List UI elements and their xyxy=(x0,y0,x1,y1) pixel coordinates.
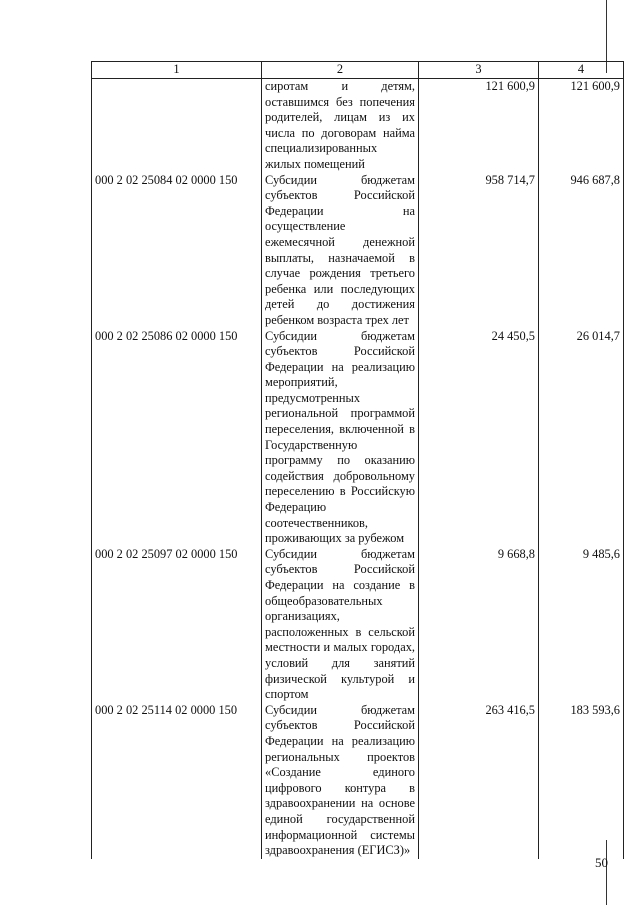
budget-description: Субсидии бюджетам субъектов Российской Федерации на реализацию мероприятий, предусмотренных региональной программой переселения, включенной в Государственную программу по оказанию содействия добровольному переселению в Российскую Федерацию соотечественников, проживающих за рубежом xyxy=(262,329,419,547)
header-col-4: 4 xyxy=(539,62,624,79)
amount-col-4: 183 593,6 xyxy=(539,703,624,859)
amount-col-4: 26 014,7 xyxy=(539,329,624,547)
budget-code: 000 2 02 25097 02 0000 150 xyxy=(92,547,262,703)
budget-code: 000 2 02 25084 02 0000 150 xyxy=(92,173,262,329)
table-row xyxy=(92,329,624,547)
budget-code: 000 2 02 25086 02 0000 150 xyxy=(92,329,262,547)
amount-col-3: 9 668,8 xyxy=(419,547,539,703)
amount-col-4: 9 485,6 xyxy=(539,547,624,703)
table-row xyxy=(92,173,624,329)
table-row xyxy=(92,547,624,703)
header-col-2: 2 xyxy=(262,62,419,79)
page-number: 50 xyxy=(595,855,608,870)
amount-col-4: 946 687,8 xyxy=(539,173,624,329)
table-row xyxy=(92,703,624,859)
table-row xyxy=(92,79,624,173)
budget-description: Субсидии бюджетам субъектов Российской Федерации на реализацию региональных проектов «Создание единого цифрового контура в здравоохранении на основе единой государственной информационной системы здравоохранения (ЕГИСЗ)» xyxy=(262,703,419,859)
amount-col-3: 263 416,5 xyxy=(419,703,539,859)
budget-table xyxy=(91,61,624,859)
budget-description: сиротам и детям, оставшимся без попечения родителей, лицам из их числа по договорам найма специализированных жилых помещений xyxy=(262,79,419,173)
amount-col-3: 24 450,5 xyxy=(419,329,539,547)
budget-code xyxy=(92,79,262,173)
amount-col-3: 121 600,9 xyxy=(419,79,539,173)
table-header-row xyxy=(92,62,624,79)
budget-description: Субсидии бюджетам субъектов Российской Федерации на осуществление ежемесячной денежной выплаты, назначаемой в случае рождения третьего ребенка или последующих детей до достижения ребенком возраста трех лет xyxy=(262,173,419,329)
header-col-3: 3 xyxy=(419,62,539,79)
amount-col-4: 121 600,9 xyxy=(539,79,624,173)
budget-code: 000 2 02 25114 02 0000 150 xyxy=(92,703,262,859)
header-col-1: 1 xyxy=(92,62,262,79)
budget-description: Субсидии бюджетам субъектов Российской Федерации на создание в общеобразовательных организациях, расположенных в сельской местности и малых городах, условий для занятий физической культурой и спортом xyxy=(262,547,419,703)
amount-col-3: 958 714,7 xyxy=(419,173,539,329)
